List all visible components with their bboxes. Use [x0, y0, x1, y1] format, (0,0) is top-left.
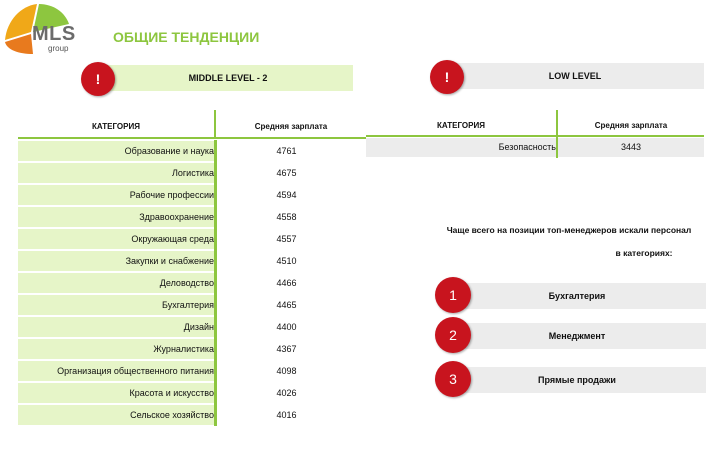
table-row	[18, 250, 366, 272]
low-header-rule	[366, 135, 704, 137]
row-salary	[217, 360, 366, 382]
row-category: Здравоохранение	[18, 207, 214, 227]
row-salary-value: 4594	[276, 190, 297, 200]
note-line-2: в категориях:	[615, 248, 673, 258]
row-category: Рабочие профессии	[18, 185, 214, 205]
row-category: Дизайн	[18, 317, 214, 337]
row-salary-value: 4675	[276, 168, 297, 178]
rank-item-2	[448, 323, 706, 349]
page-title: ОБЩИЕ ТЕНДЕНЦИИ	[113, 29, 260, 45]
row-salary	[217, 404, 366, 426]
low-level-bar	[446, 63, 704, 89]
rank-item-1	[448, 283, 706, 309]
row-category: Журналистика	[18, 339, 214, 359]
row-salary	[217, 272, 366, 294]
table-row	[18, 228, 366, 250]
middle-level-bar	[103, 65, 353, 91]
row-salary	[217, 382, 366, 404]
table-row	[18, 184, 366, 206]
row-category: Сельское хозяйство	[18, 405, 214, 425]
row-salary-value: 4098	[276, 366, 297, 376]
note-line-1: Чаще всего на позиции топ-менеджеров искали персонал	[446, 225, 692, 235]
top-managers-note	[428, 219, 710, 265]
table-row	[18, 140, 366, 162]
table-row	[18, 316, 366, 338]
row-salary	[217, 184, 366, 206]
rank-item-label: Бухгалтерия	[548, 291, 606, 301]
low-alert-badge: !	[430, 60, 464, 94]
row-category: Организация общественного питания	[18, 361, 214, 381]
table-row	[18, 404, 366, 426]
logo-name: MLS	[32, 23, 76, 45]
row-salary-value: 4367	[276, 344, 297, 354]
rank-badge-1: 1	[435, 277, 471, 313]
row-salary-value: 4510	[276, 256, 297, 266]
table-row	[18, 294, 366, 316]
row-salary	[217, 338, 366, 360]
row-salary	[217, 162, 366, 184]
low-row-salary: 3443	[558, 138, 704, 157]
middle-col-salary: Средняя зарплата	[254, 122, 328, 131]
row-salary-value: 4400	[276, 322, 297, 332]
rank-badge-2: 2	[435, 317, 471, 353]
low-col-salary: Средняя зарплата	[594, 121, 668, 130]
row-category: Окружающая среда	[18, 229, 214, 249]
row-salary	[217, 206, 366, 228]
row-salary-value: 4761	[276, 146, 297, 156]
row-category: Образование и наука	[18, 141, 214, 161]
row-category: Бухгалтерия	[18, 295, 214, 315]
rank-item-label: Менеджмент	[548, 331, 606, 341]
row-salary-value: 4465	[276, 300, 297, 310]
low-row-category: Безопасность	[366, 138, 556, 157]
table-row	[18, 206, 366, 228]
middle-header-divider	[214, 110, 216, 138]
row-salary-value: 4557	[276, 234, 297, 244]
row-salary	[217, 228, 366, 250]
row-salary	[217, 294, 366, 316]
row-category: Красота и искусство	[18, 383, 214, 403]
middle-alert-badge: !	[81, 62, 115, 96]
rank-badge-3: 3	[435, 361, 471, 397]
row-salary	[217, 140, 366, 162]
logo-subtitle: group	[48, 44, 69, 53]
rank-item-3	[448, 367, 706, 393]
row-category: Логистика	[18, 163, 214, 183]
low-col-category: КАТЕГОРИЯ	[437, 121, 485, 130]
row-category: Деловодство	[18, 273, 214, 293]
table-row	[18, 162, 366, 184]
middle-col-category: КАТЕГОРИЯ	[92, 122, 140, 131]
table-row	[18, 382, 366, 404]
row-salary-value: 4026	[276, 388, 297, 398]
row-category: Закупки и снабжение	[18, 251, 214, 271]
row-salary	[217, 250, 366, 272]
rank-item-label: Прямые продажи	[538, 375, 616, 385]
middle-header-rule	[18, 137, 366, 139]
row-salary-value: 4558	[276, 212, 297, 222]
low-level-label: LOW LEVEL	[548, 71, 602, 81]
row-salary-value: 4016	[276, 410, 297, 420]
middle-level-label: MIDDLE LEVEL - 2	[188, 73, 268, 83]
table-row	[18, 360, 366, 382]
row-salary	[217, 316, 366, 338]
table-row	[18, 272, 366, 294]
table-row	[18, 338, 366, 360]
row-salary-value: 4466	[276, 278, 297, 288]
